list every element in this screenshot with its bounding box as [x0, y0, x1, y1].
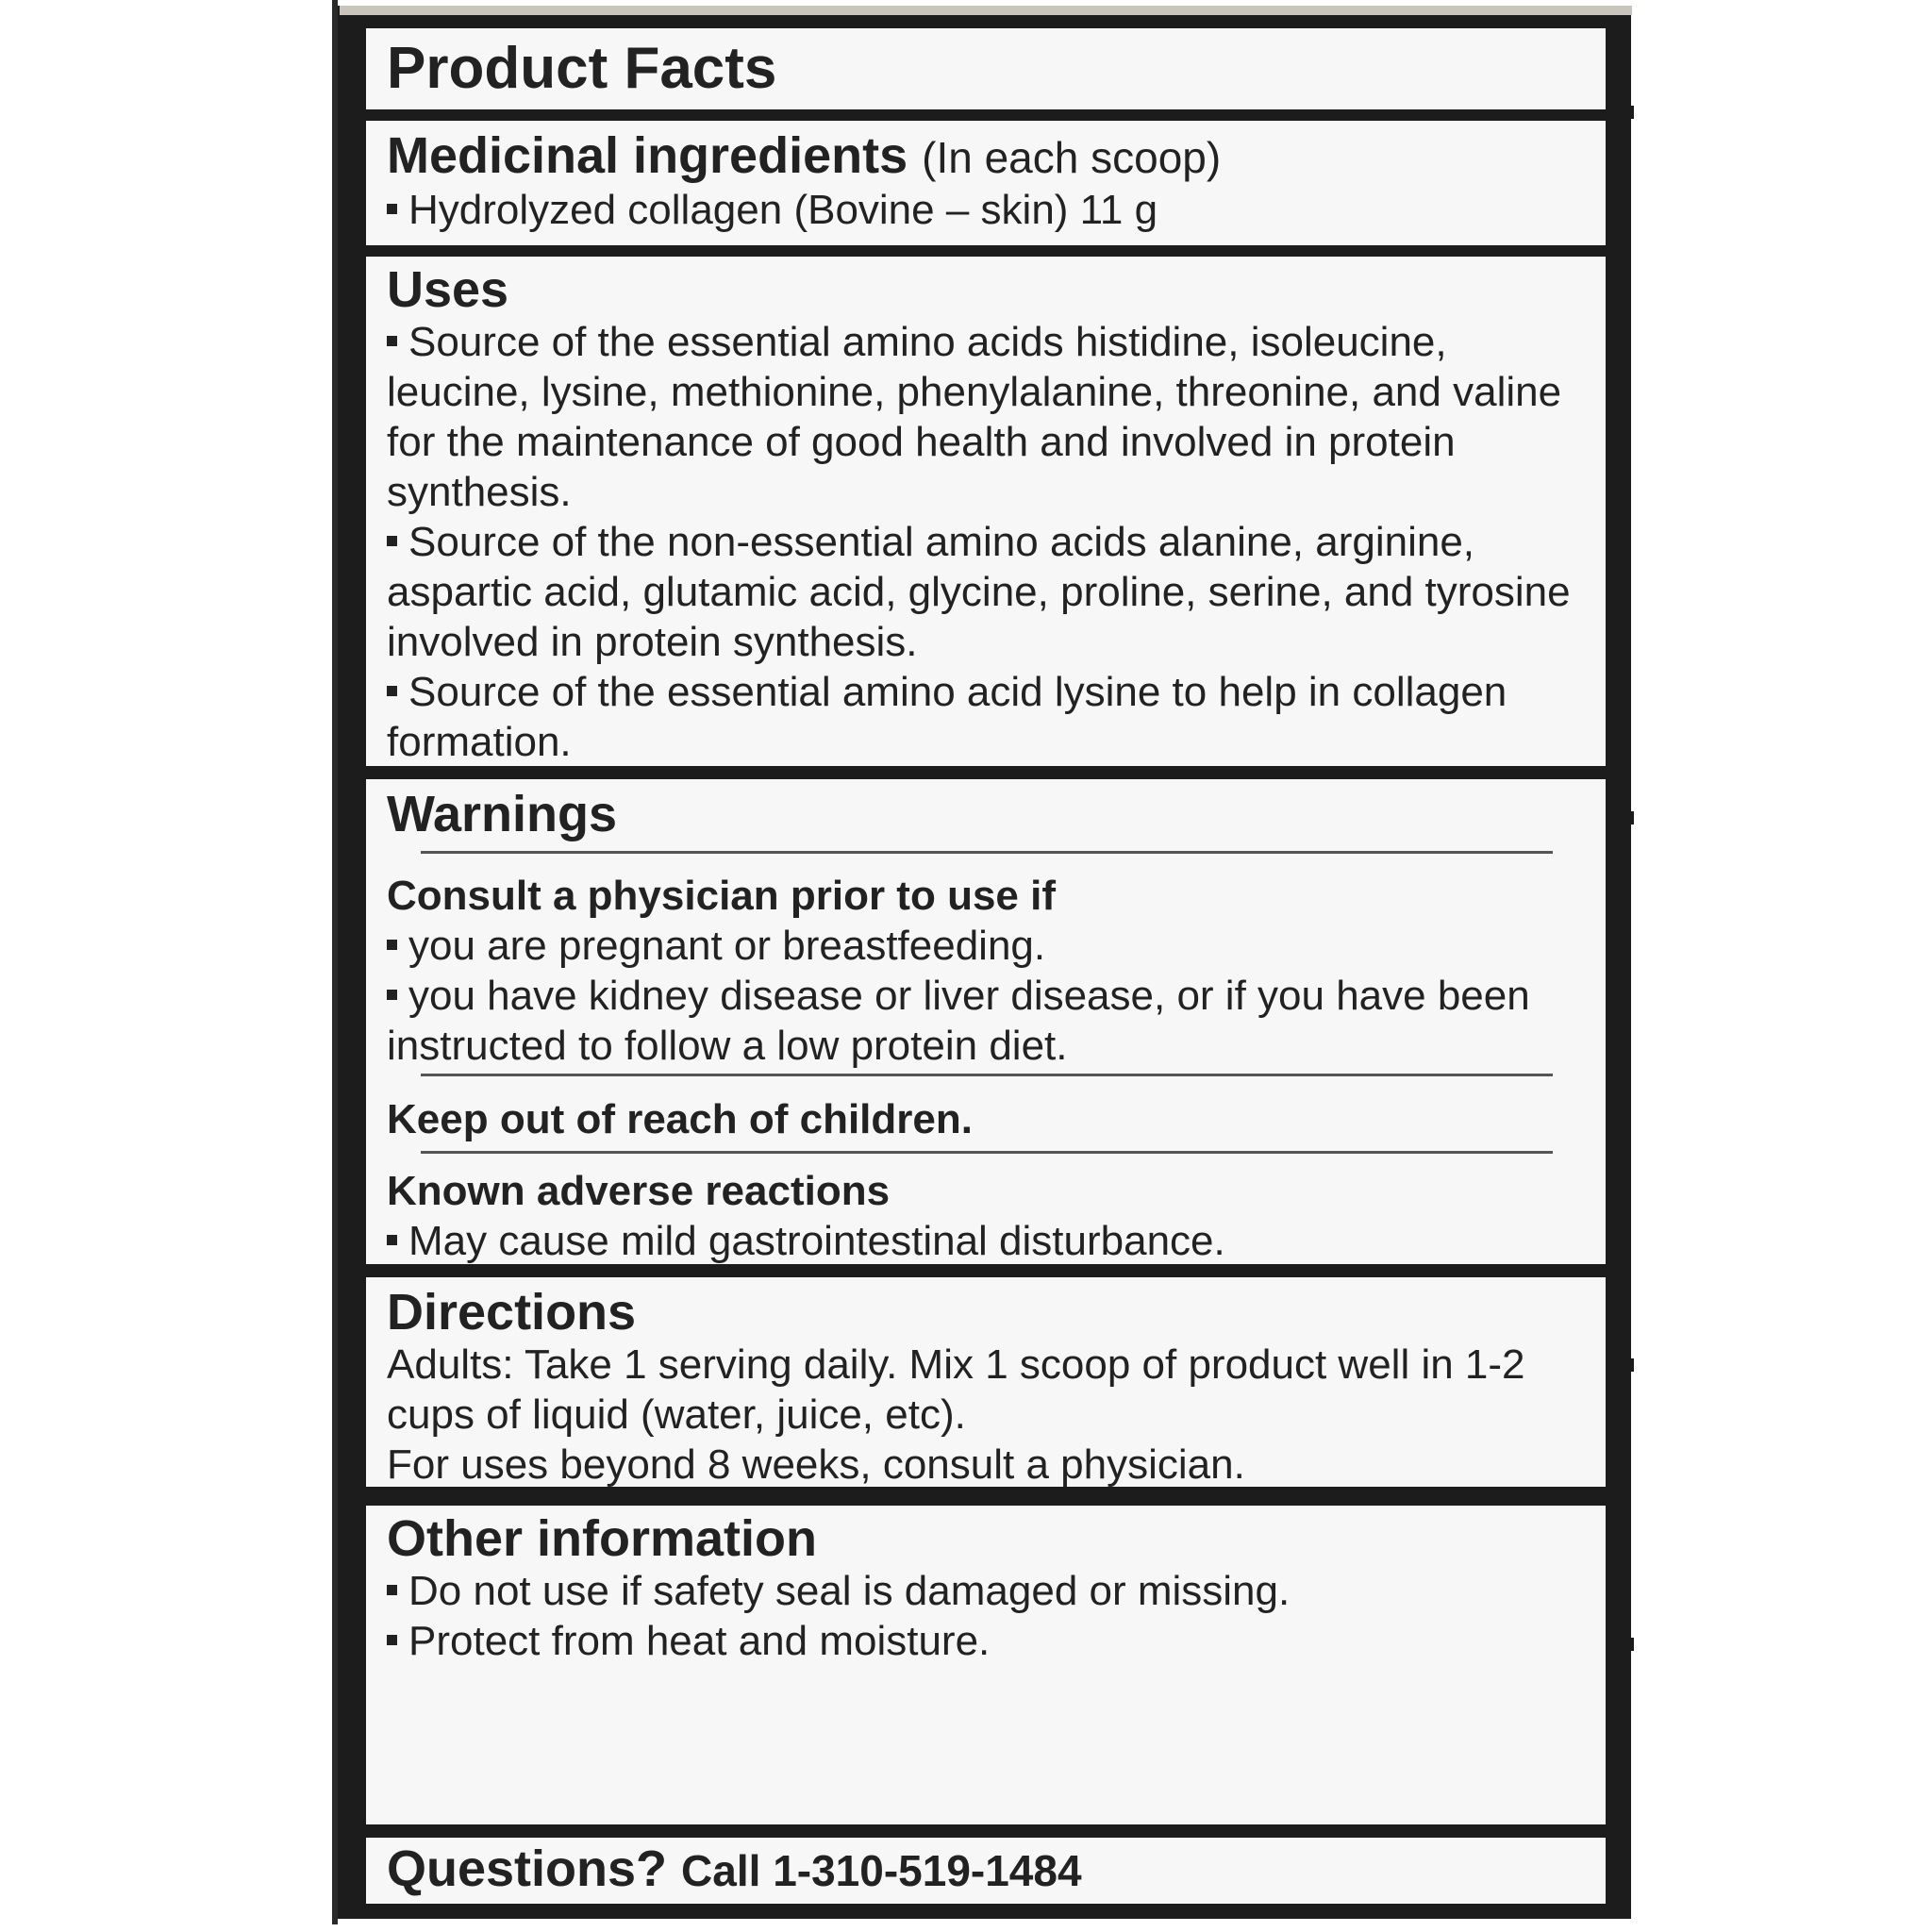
keep-out-text: Keep out of reach of children. — [387, 1096, 973, 1142]
consult-item-text: you have kidney disease or liver disease, or if you have been instructed to follow a low protein diet. — [387, 973, 1530, 1069]
uses-item-text: Source of the essential amino acids histidine, isoleucine, leucine, lysine, methionine, phenylalanine, threonine, and valine for the maintenance of good health and involved in protein synthesis. — [387, 319, 1562, 515]
medicinal-heading-note: (In each scoop) — [922, 133, 1222, 182]
questions-line — [387, 1841, 1577, 1898]
directions-section — [366, 1277, 1606, 1487]
consult-item — [387, 921, 1577, 971]
questions-phone: Call 1-310-519-1484 — [681, 1846, 1082, 1895]
divider — [421, 1151, 1553, 1154]
uses-section — [366, 257, 1606, 766]
bullet-icon — [387, 686, 397, 696]
label-top-edge — [340, 6, 1632, 15]
warnings-section — [366, 779, 1606, 1264]
consult-heading: Consult a physician prior to use if — [387, 873, 1056, 919]
bullet-icon — [387, 204, 397, 214]
questions-section — [366, 1838, 1606, 1904]
edge-tick — [1624, 1358, 1634, 1372]
uses-item — [387, 317, 1577, 517]
medicinal-heading-text: Medicinal ingredients — [387, 127, 908, 184]
directions-line-1: Adults: Take 1 serving daily. Mix 1 scoop of product well in 1-2 cups of liquid (water, juice, etc). — [387, 1341, 1525, 1438]
uses-heading: Uses — [387, 261, 509, 318]
edge-tick — [1624, 106, 1634, 119]
edge-tick — [1624, 811, 1634, 824]
questions-heading: Questions? — [387, 1840, 668, 1897]
directions-heading: Directions — [387, 1284, 637, 1341]
label-left-edge — [332, 0, 338, 1924]
medicinal-ingredients-section — [366, 121, 1606, 245]
warnings-heading: Warnings — [387, 786, 618, 842]
directions-line-2: For uses beyond 8 weeks, consult a physician. — [387, 1441, 1245, 1487]
bullet-icon — [387, 1235, 397, 1245]
other-info-item-text: Do not use if safety seal is damaged or missing. — [408, 1568, 1291, 1614]
adverse-item-text: May cause mild gastrointestinal disturbance. — [408, 1218, 1225, 1264]
other-info-section — [366, 1506, 1606, 1824]
uses-item-text: Source of the essential amino acid lysine to help in collagen formation. — [387, 669, 1507, 765]
product-facts-title: Product Facts — [387, 36, 777, 101]
other-info-heading: Other information — [387, 1510, 817, 1567]
bullet-icon — [387, 336, 397, 346]
consult-item-text: you are pregnant or breastfeeding. — [408, 923, 1046, 969]
other-info-item-text: Protect from heat and moisture. — [408, 1618, 991, 1664]
medicinal-item — [387, 185, 1577, 235]
adverse-heading: Known adverse reactions — [387, 1168, 891, 1214]
bullet-icon — [387, 536, 397, 546]
uses-item-text: Source of the non-essential amino acids alanine, arginine, aspartic acid, glutamic acid, glycine, proline, serine, and tyrosine involved in protein synthesis. — [387, 519, 1571, 665]
adverse-item — [387, 1216, 1577, 1264]
bullet-icon — [387, 1635, 397, 1645]
bullet-icon — [387, 940, 397, 950]
uses-item — [387, 517, 1577, 667]
other-info-item — [387, 1616, 1577, 1666]
medicinal-item-text: Hydrolyzed collagen (Bovine – skin) 11 g — [408, 187, 1158, 233]
divider — [421, 1074, 1553, 1076]
edge-tick — [1624, 1638, 1634, 1651]
divider — [421, 851, 1553, 854]
bullet-icon — [387, 990, 397, 1000]
other-info-item — [387, 1566, 1577, 1616]
uses-item — [387, 667, 1577, 766]
consult-item — [387, 971, 1577, 1071]
title-section — [366, 28, 1606, 109]
bullet-icon — [387, 1585, 397, 1595]
medicinal-ingredients-heading — [387, 128, 1577, 185]
